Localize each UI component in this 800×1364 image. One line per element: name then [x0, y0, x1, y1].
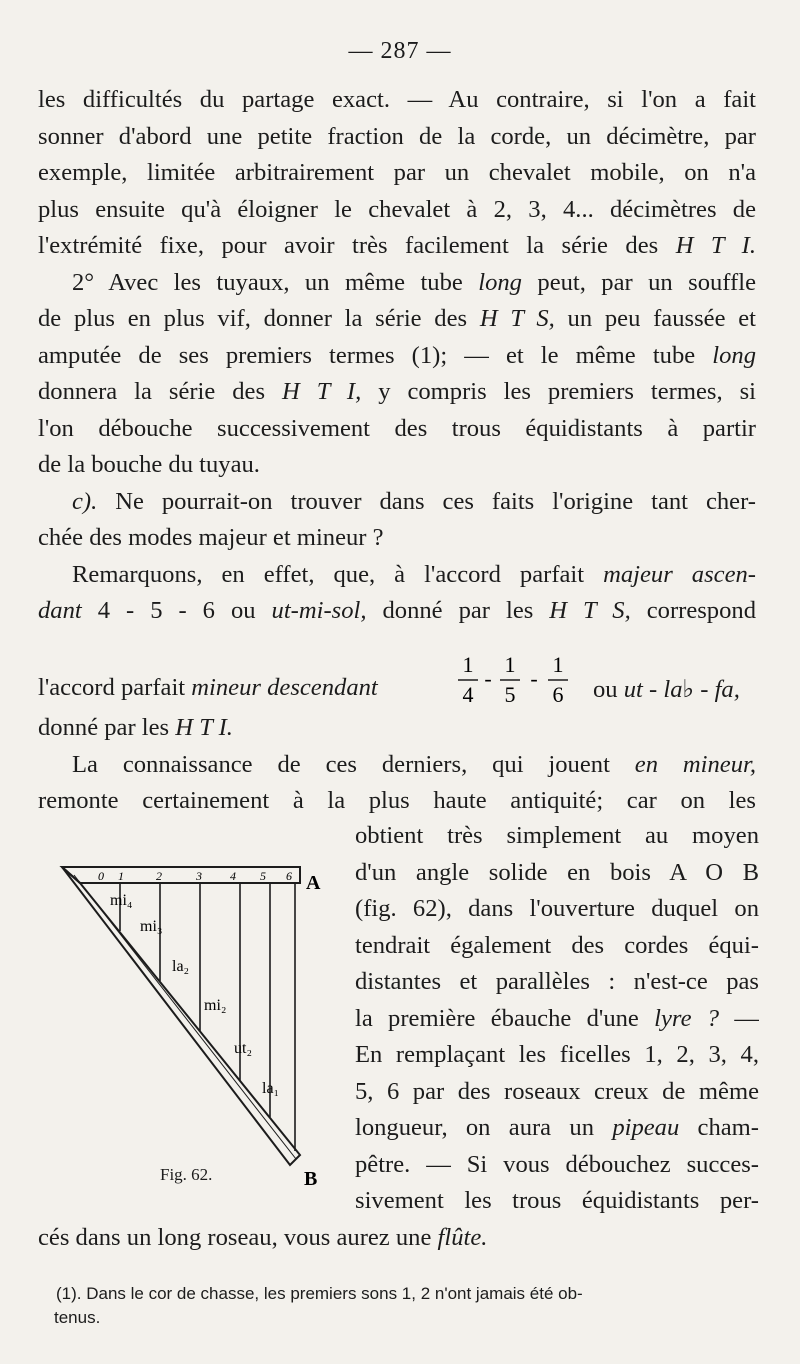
- text-line: pêtre. — Si vous débouchez succes-: [355, 1150, 759, 1178]
- figure-number: 5: [260, 869, 266, 883]
- note-label: la₂: [172, 958, 190, 975]
- frac-num: 1: [462, 652, 474, 677]
- figure-number: 2: [156, 869, 162, 883]
- text-line: remonte certainement à la plus haute antiquité; car on les: [38, 787, 756, 814]
- text-line: les difficultés du partage exact. — Au contraire, si l'on a fait: [38, 86, 756, 113]
- column-text: [355, 818, 759, 1220]
- text-line: exemple, limitée arbitrairement par un chevalet mobile, on n'a: [38, 159, 756, 186]
- figure-number: 3: [196, 869, 202, 883]
- frac-num: 1: [504, 652, 516, 677]
- figure-number: 1: [118, 869, 124, 883]
- body-text-end: [38, 1220, 756, 1257]
- vertex-a-label: A: [306, 872, 321, 894]
- text-line: distantes et parallèles : n'est-ce pas: [355, 968, 759, 995]
- fraction-1-6: [548, 652, 568, 707]
- text-line: obtient très simplement au moyen: [355, 822, 759, 849]
- text-line: c). Ne pourrait-on trouver dans ces faits l'origine tant cher-: [72, 487, 756, 515]
- text-line: 5, 6 par des roseaux creux de même: [355, 1077, 759, 1105]
- fraction-1-5: [500, 652, 520, 707]
- frac-den: 5: [504, 682, 516, 707]
- body-text-top: [38, 82, 756, 630]
- text-line: donné par les H T I.: [38, 714, 233, 741]
- figure-number: 6: [286, 869, 292, 883]
- text-line: de plus en plus vif, donner la série des H T S, un peu faussée et: [38, 305, 756, 332]
- text-line: (fig. 62), dans l'ouverture duquel on: [355, 895, 759, 922]
- text-line: sivement les trous équidistants per-: [355, 1187, 759, 1214]
- note-label: mi₂: [204, 997, 227, 1014]
- frac-num: 1: [552, 652, 564, 677]
- footnote-line: (1). Dans le cor de chasse, les premiers sons 1, 2 n'ont jamais été ob-: [56, 1284, 583, 1303]
- text-line: sonner d'abord une petite fraction de la corde, un décimètre, par: [38, 122, 756, 150]
- text-line: chée des modes majeur et mineur ?: [38, 524, 384, 551]
- text-line: En remplaçant les ficelles 1, 2, 3, 4,: [355, 1041, 759, 1068]
- page-number: — 287 —: [348, 38, 452, 64]
- text-line: tendrait également des cordes équi-: [355, 931, 759, 959]
- figure-caption: Fig. 62.: [160, 1165, 213, 1184]
- note-label: ut₂: [234, 1040, 253, 1057]
- frac-den: 6: [552, 682, 564, 707]
- text-line: longueur, on aura un pipeau cham-: [355, 1114, 759, 1141]
- footnote-line: tenus.: [54, 1308, 101, 1327]
- vertex-b-label: B: [304, 1168, 318, 1185]
- text-line: La connaissance de ces derniers, qui jouent en mineur,: [72, 750, 756, 778]
- figure-62-lyre-diagram: [50, 855, 340, 1185]
- note-label: mi₄: [110, 892, 133, 909]
- svg-text:-: -: [530, 666, 538, 691]
- text-line: amputée de ses premiers termes (1); — et le même tube long: [38, 341, 756, 369]
- body-text-mid: [38, 710, 756, 820]
- text-line: l'extrémité fixe, pour avoir très facilement la série des H T I.: [38, 232, 756, 259]
- svg-text:-: -: [484, 666, 492, 691]
- text-line: d'un angle solide en bois A O B: [355, 858, 759, 886]
- figure-number: 4: [230, 869, 236, 883]
- text-line: la première ébauche d'une lyre ? —: [355, 1004, 759, 1032]
- figure-label: 0: [98, 869, 104, 883]
- text-line: l'on débouche successivement des trous équidistants à partir: [38, 414, 756, 442]
- text-line: cés dans un long roseau, vous aurez une flûte.: [38, 1224, 488, 1251]
- text-line: 2° Avec les tuyaux, un même tube long peut, par un souffle: [72, 268, 756, 296]
- note-label: la₁: [262, 1080, 280, 1097]
- fraction-1-4: [458, 652, 478, 707]
- frac-den: 4: [462, 682, 474, 707]
- text-line: Remarquons, en effet, que, à l'accord parfait majeur ascen-: [72, 560, 756, 588]
- note-label: mi₃: [140, 918, 163, 935]
- footnote: [56, 1282, 786, 1330]
- text-line: ou ut - la♭ - fa,: [593, 676, 740, 703]
- text-line: plus ensuite qu'à éloigner le chevalet à 2, 3, 4... décimètres de: [38, 195, 756, 223]
- text-line: dant 4 - 5 - 6 ou ut-mi-sol, donné par les H T S, correspond: [38, 597, 756, 624]
- text-line: de la bouche du tuyau.: [38, 451, 260, 478]
- text-line: donnera la série des H T I, y compris les premiers termes, si: [38, 378, 756, 405]
- text-line: l'accord parfait mineur descendant: [38, 674, 378, 701]
